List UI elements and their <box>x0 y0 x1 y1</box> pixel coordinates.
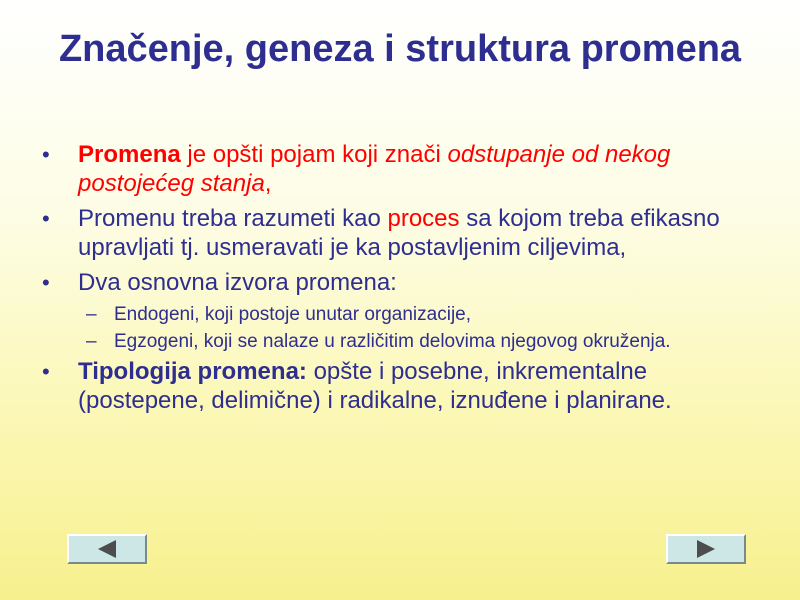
bullet-text: , <box>264 170 272 197</box>
dash-icon: – <box>86 331 97 352</box>
bullet-item <box>40 357 730 415</box>
bullet-text: Promenu treba razumeti kao <box>78 205 388 232</box>
sub-item <box>40 303 730 326</box>
bullet-icon: • <box>42 206 50 231</box>
slide-title: Značenje, geneza i struktura promena <box>58 28 742 70</box>
sub-item-text: Egzogeni, koji se nalaze u različitim delovima njegovog okruženja. <box>114 331 671 352</box>
bullet-icon: • <box>42 142 50 167</box>
bullet-text: je opšti pojam koji znači <box>180 141 448 168</box>
term-proces: proces <box>387 205 460 232</box>
bullet-text: Dva osnovna izvora promena: <box>78 269 397 296</box>
dash-icon: – <box>86 304 97 325</box>
term-promena: Promena <box>78 141 181 168</box>
bullet-item <box>40 204 730 262</box>
emphasis-text: odstupanje od nekog postojećeg stanja <box>78 141 671 197</box>
sub-item-text: Endogeni, koji postoje unutar organizacije, <box>114 304 472 325</box>
bullet-icon: • <box>42 359 50 384</box>
arrow-left-icon <box>98 540 116 558</box>
bullet-icon: • <box>42 270 50 295</box>
bullet-text: sa kojom treba efikasno upravljati tj. usmeravati je ka postavljenim ciljevima, <box>78 205 720 261</box>
term-tipologija: Tipologija promena: <box>78 358 307 385</box>
sub-item <box>40 330 730 353</box>
next-slide-button[interactable] <box>666 534 746 564</box>
bullet-item <box>40 140 730 198</box>
bullet-item <box>40 268 730 297</box>
slide-content <box>40 140 730 421</box>
bullet-text: opšte i posebne, inkrementalne (postepene, delimične) i radikalne, iznuđene i planirane. <box>78 358 672 414</box>
arrow-right-icon <box>697 540 715 558</box>
previous-slide-button[interactable] <box>67 534 147 564</box>
